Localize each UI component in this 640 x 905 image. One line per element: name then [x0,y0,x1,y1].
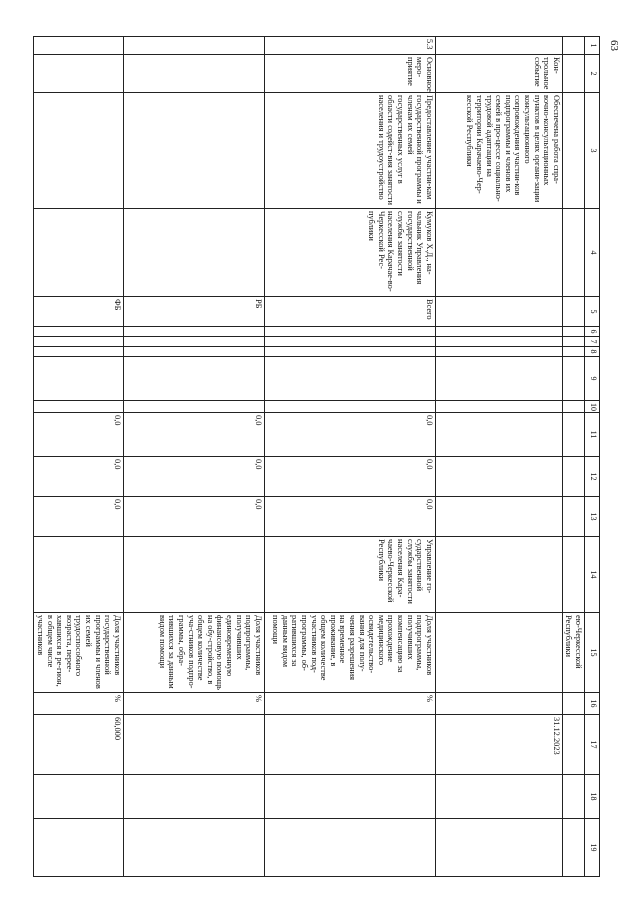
cell [562,715,584,775]
header-cell: 14 [585,537,600,613]
header-cell: 2 [585,55,600,93]
cell [435,457,562,497]
cell [123,55,264,93]
cell: Доля участников подпрограммы, получивших компенсацию за прохождение медицинского освидетельство-вания для полу-чения разрешения на временное проживание, в общем количестве участников под-программы, об-ратившихся за данным видом помощи [264,613,435,693]
cell: 0,0 [264,457,435,497]
cell: 60,000 [34,715,123,775]
cell: 0,0 [264,413,435,457]
cell [435,347,562,357]
cell [123,209,264,297]
cell: 31.12.2023 [435,715,562,775]
cell: 0,0 [123,457,264,497]
cell: % [123,693,264,715]
cell: РБ [123,297,264,327]
cell [435,297,562,327]
cell [435,401,562,413]
cell: % [34,693,123,715]
header-cell: 12 [585,457,600,497]
header-cell: 8 [585,347,600,357]
cell [34,819,123,877]
cell [34,357,123,401]
header-cell: 13 [585,497,600,537]
cell: Обеспечена работа спра-вочно-консультационных пунктов в целях органи-зации консультационного сопровождения участни-ков подпрограммы и членов их семей в про-цессе социально-трудовой адаптации на территории Карачаево-Чер-кесской Республики [435,93,562,209]
cell: Доля участников государственной программы и членов их семей трудоспособного возраста, перее-хавшихся в ре-гион, в общем числе участников [34,613,123,693]
cell: Кумуков Х.Д., на-чальник Управления государственной службы занятости населения Карачае-во-Черкесской Рес-публики [264,209,435,297]
cell [435,337,562,347]
header-cell: 18 [585,775,600,819]
cell [34,93,123,209]
cell [435,209,562,297]
cell [123,819,264,877]
header-cell: 15 [585,613,600,693]
cell: 0,0 [34,413,123,457]
header-cell: 4 [585,209,600,297]
cell: Основное меро-приятие [264,55,435,93]
cell: % [264,693,435,715]
cell [123,537,264,613]
cell [264,347,435,357]
header-cell: 5 [585,297,600,327]
cell [562,297,584,327]
cell [264,357,435,401]
cell [435,357,562,401]
table-row-rb [123,37,264,877]
cell [562,457,584,497]
cell [264,327,435,337]
cell [34,775,123,819]
cell [34,209,123,297]
cell [34,327,123,337]
cell [435,693,562,715]
table-row-fb [34,37,123,877]
cell [34,55,123,93]
cell [264,775,435,819]
cell [435,613,562,693]
header-row [585,37,600,877]
table-row-control-event [435,37,562,877]
cell [123,327,264,337]
cell [123,37,264,55]
cell [34,37,123,55]
cell [562,413,584,457]
cell: Всего [264,297,435,327]
table-row [562,37,584,877]
cell [562,347,584,357]
cell [435,497,562,537]
cell: ею-Черкесской Республики [562,613,584,693]
cell: Управление го-сударственной службы занятости населения Кара-чаево-Черкесской Республики [264,537,435,613]
cell: 0,0 [123,497,264,537]
cell [435,775,562,819]
cell [123,357,264,401]
header-cell: 3 [585,93,600,209]
cell [562,357,584,401]
header-cell: 6 [585,327,600,337]
cell [123,347,264,357]
cell: Кон-трольное событие [435,55,562,93]
cell [123,337,264,347]
cell [264,401,435,413]
cell [264,715,435,775]
cell [34,537,123,613]
cell: Доля участников подпрограммы, получивших единовременную финансовую помощь на обу-стройство, в общем количестве уча-стников подпро-граммы, обра-тившихся за данным видом помощи [123,613,264,693]
cell [264,337,435,347]
table-row-main-activity [264,37,435,877]
cell: 5.3 [264,37,435,55]
rotated-table-page [36,36,600,876]
header-cell: 17 [585,715,600,775]
header-cell: 10 [585,401,600,413]
cell [123,715,264,775]
header-cell: 9 [585,357,600,401]
header-cell: 7 [585,337,600,347]
cell [562,775,584,819]
cell [34,401,123,413]
header-cell: 16 [585,693,600,715]
cell [435,537,562,613]
cell [34,347,123,357]
cell: 0,0 [34,457,123,497]
cell [264,819,435,877]
plan-table [33,36,600,877]
header-cell: 11 [585,413,600,457]
cell [123,401,264,413]
header-cell: 1 [585,37,600,55]
cell [562,693,584,715]
cell [562,209,584,297]
cell [562,337,584,347]
cell [562,819,584,877]
cell [562,537,584,613]
cell: 0,0 [123,413,264,457]
cell [123,93,264,209]
cell: Предоставление участни-кам государственной программы и членам их семей государственных услуг в области содейст-вия занятости населения и трудоустройство [264,93,435,209]
cell [123,775,264,819]
cell [562,327,584,337]
cell: 0,0 [264,497,435,537]
cell: 0,0 [34,497,123,537]
header-cell: 19 [585,819,600,877]
cell [435,37,562,55]
cell [562,93,584,209]
cell [435,413,562,457]
cell [562,55,584,93]
cell [562,497,584,537]
cell [562,37,584,55]
cell: ФБ [34,297,123,327]
cell [435,819,562,877]
cell [435,327,562,337]
cell [34,337,123,347]
page-number: 63 [608,40,620,51]
cell [562,401,584,413]
